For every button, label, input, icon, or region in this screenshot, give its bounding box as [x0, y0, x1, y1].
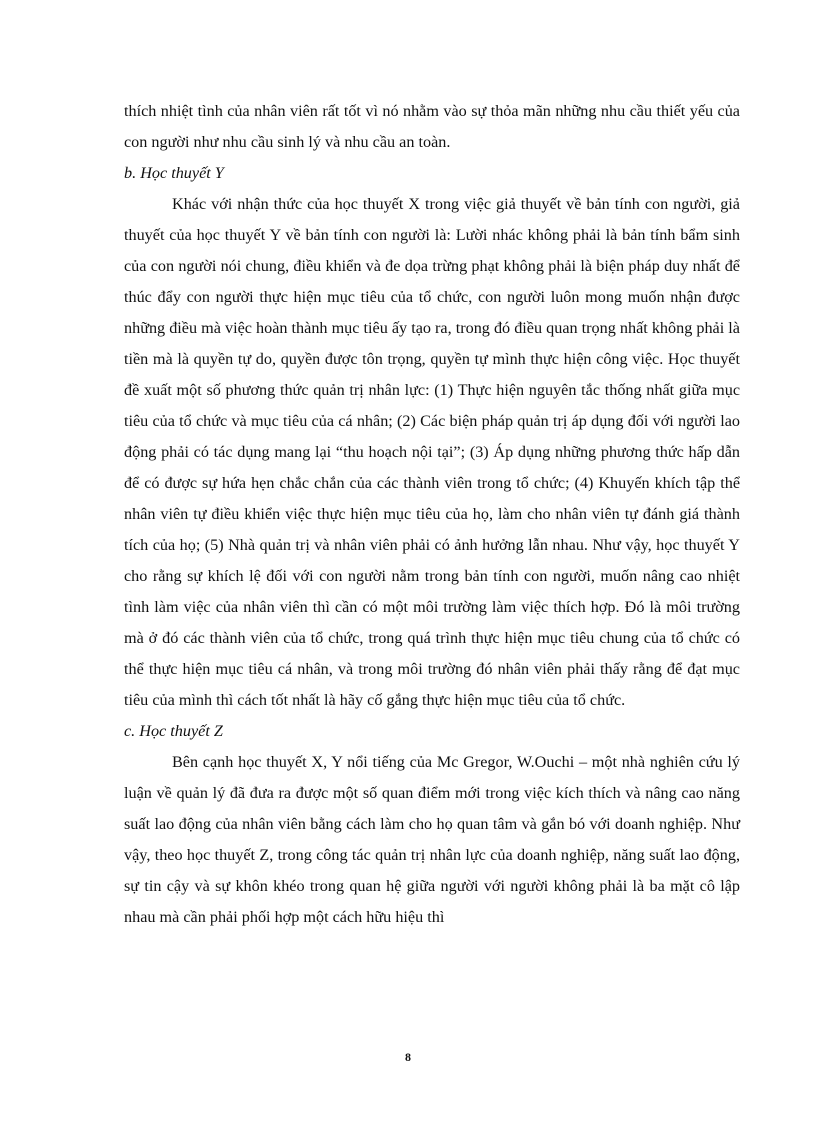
- paragraph-theory-y: Khác với nhận thức của học thuyết X trong việc giả thuyết về bản tính con người, giả thuyết của học thuyết Y về bản tính con người là: Lười nhác không phải là bản tính bẩm sinh của con người nói chung, điều khiển và đe dọa trừng phạt không phải là biện pháp duy nhất để thúc đẩy con người thực hiện mục tiêu của tổ chức, con người luôn mong muốn nhận được những điều mà việc hoàn thành mục tiêu ấy tạo ra, trong đó điều quan trọng nhất không phải là tiền mà là quyền tự do, quyền được tôn trọng, quyền tự mình thực hiện công việc. Học thuyết đề xuất một số phương thức quản trị nhân lực: (1) Thực hiện nguyên tắc thống nhất giữa mục tiêu của tổ chức và mục tiêu của cá nhân; (2) Các biện pháp quản trị áp dụng đối với người lao động phải có tác dụng mang lại “thu hoạch nội tại”; (3) Áp dụng những phương thức hấp dẫn để có được sự hứa hẹn chắc chắn của các thành viên trong tổ chức; (4) Khuyến khích tập thể nhân viên tự điều khiển việc thực hiện mục tiêu của họ, làm cho nhân viên tự đánh giá thành tích của họ; (5) Nhà quản trị và nhân viên phải có ảnh hưởng lẫn nhau. Như vậy, học thuyết Y cho rằng sự khích lệ đối với con người nằm trong bản tính con người, muốn nâng cao nhiệt tình làm việc của nhân viên thì cần có một môi trường làm việc thích hợp. Đó là môi trường mà ở đó các thành viên của tổ chức, trong quá trình thực hiện mục tiêu chung của tổ chức có thể thực hiện mục tiêu cá nhân, và trong môi trường đó nhân viên phải thấy rằng để đạt mục tiêu của mình thì cách tốt nhất là hãy cố gắng thực hiện mục tiêu của tổ chức.: [124, 195, 740, 709]
- paragraph-theory-z: Bên cạnh học thuyết X, Y nổi tiếng của Mc Gregor, W.Ouchi – một nhà nghiên cứu lý luận về quản lý đã đưa ra được một số quan điểm mới trong việc kích thích và nâng cao năng suất lao động của nhân viên bằng cách làm cho họ quan tâm và gắn bó với doanh nghiệp. Như vậy, theo học thuyết Z, trong công tác quản trị nhân lực của doanh nghiệp, năng suất lao động, sự tin cậy và sự khôn khéo trong quan hệ giữa người với người không phải là ba mặt cô lập nhau mà cần phải phối hợp một cách hữu hiệu thì: [124, 753, 740, 926]
- paragraph-intro-continuation: thích nhiệt tình của nhân viên rất tốt vì nó nhằm vào sự thỏa mãn những nhu cầu thiết yếu của con người như nhu cầu sinh lý và nhu cầu an toàn.: [124, 102, 740, 151]
- section-heading-theory-y: b. Học thuyết Y: [124, 164, 224, 182]
- document-body: [124, 96, 740, 933]
- page-number: 8: [405, 1050, 411, 1064]
- section-heading-theory-z: c. Học thuyết Z: [124, 722, 223, 740]
